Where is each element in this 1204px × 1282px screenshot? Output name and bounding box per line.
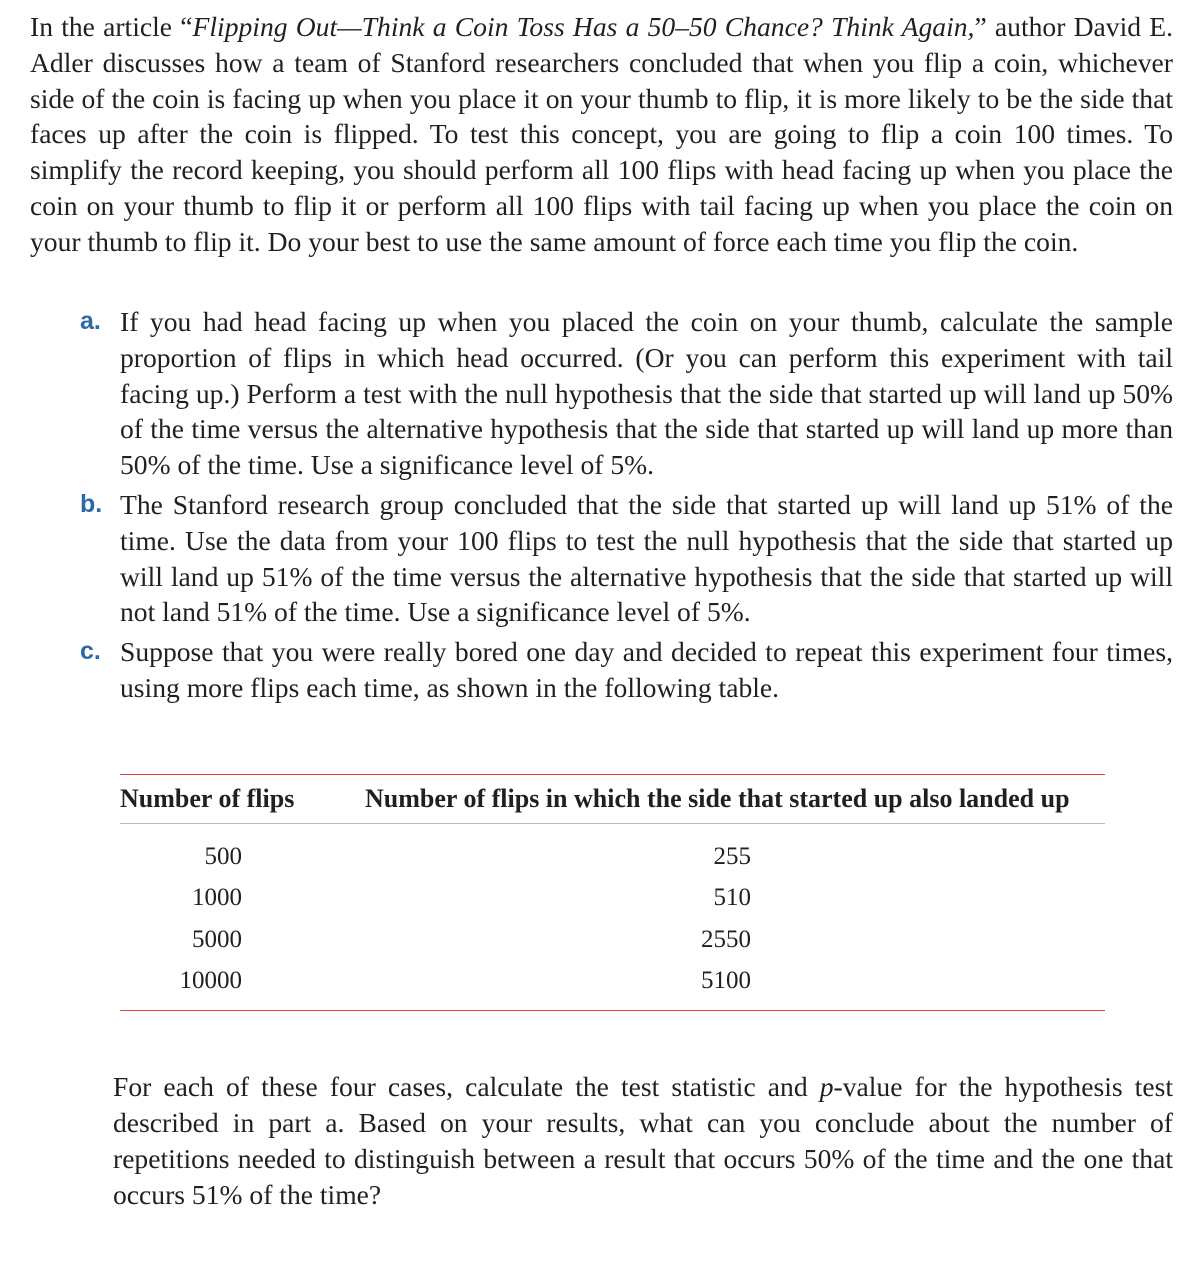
table-body	[120, 824, 1105, 1010]
cell-landed-up: 255	[713, 842, 751, 870]
cell-landed-up: 510	[713, 884, 751, 912]
closing-pre: For each of these four cases, calculate the test statistic and	[113, 1071, 820, 1102]
intro-post: ” author David E. Adler discusses how a team of Stanford researchers concluded that when you flip a coin, whichever side of the coin is facing up when you place it on your thumb to flip, it is more likely to be the side that faces up after the coin is flipped. To test this concept, you are going to flip a coin 100 times. To simplify the record keeping, you should perform all 100 flips with head facing up when you place the coin on your thumb to flip it or perform all 100 flips with tail facing up when you place the coin on your thumb to flip it. Do your best to use the same amount of force each time you flip the coin.	[30, 11, 1174, 257]
table-row	[120, 919, 1105, 961]
cell-flips: 500	[204, 842, 242, 870]
intro-paragraph	[30, 9, 1173, 260]
header-number-of-flips: Number of flips	[120, 784, 295, 813]
table-header	[120, 775, 1105, 823]
intro-pre: In the article “	[30, 11, 193, 42]
part-a-text: If you had head facing up when you placed the coin on your thumb, calculate the sample proportion of flips in which head occurred. (Or you can perform this experiment with tail facing up.) Perform a test with the null hypothesis that the side that started up will land up 50% of the time versus the alternative hypothesis that the side that started up will land up more than 50% of the time. Use a significance level of 5%.	[120, 306, 1173, 481]
cell-flips: 5000	[192, 925, 242, 953]
cell-flips: 10000	[179, 967, 242, 995]
part-b	[80, 487, 1173, 630]
part-c	[80, 634, 1173, 706]
cell-landed-up: 2550	[701, 925, 751, 953]
table-row	[120, 878, 1105, 920]
table-bottom-rule	[120, 1010, 1105, 1011]
closing-post: -value for the hypothesis test described in part a. Based on your results, what can you conclude about the number of repetitions needed to distinguish between a result that occurs 50% of the time and the one that occurs 51% of the time?	[113, 1071, 1173, 1210]
part-c-text: Suppose that you were really bored one day and decided to repeat this experiment four times, using more flips each time, as shown in the following table.	[120, 636, 1173, 703]
part-c-letter: c.	[80, 637, 101, 666]
cell-flips: 1000	[192, 884, 242, 912]
flips-table	[120, 774, 1105, 1011]
table-row	[120, 961, 1105, 1003]
header-landed-up: Number of flips in which the side that started up also landed up	[365, 784, 1070, 813]
part-b-text: The Stanford research group concluded that the side that started up will land up 51% of the time. Use the data from your 100 flips to test the null hypothesis that the side that started up will land up 51% of the time versus the alternative hypothesis that the side that started up will not land 51% of the time. Use a significance level of 5%.	[120, 488, 1173, 628]
part-a	[80, 304, 1173, 483]
article-title: Flipping Out—Think a Coin Toss Has a 50–50 Chance? Think Again,	[192, 11, 975, 42]
table-row	[120, 836, 1105, 878]
part-a-letter: a.	[80, 307, 101, 335]
closing-paragraph	[113, 1069, 1173, 1213]
p-variable: p	[819, 1071, 834, 1102]
question-parts	[80, 304, 1173, 706]
cell-landed-up: 5100	[701, 967, 751, 995]
part-b-letter: b.	[80, 489, 103, 518]
